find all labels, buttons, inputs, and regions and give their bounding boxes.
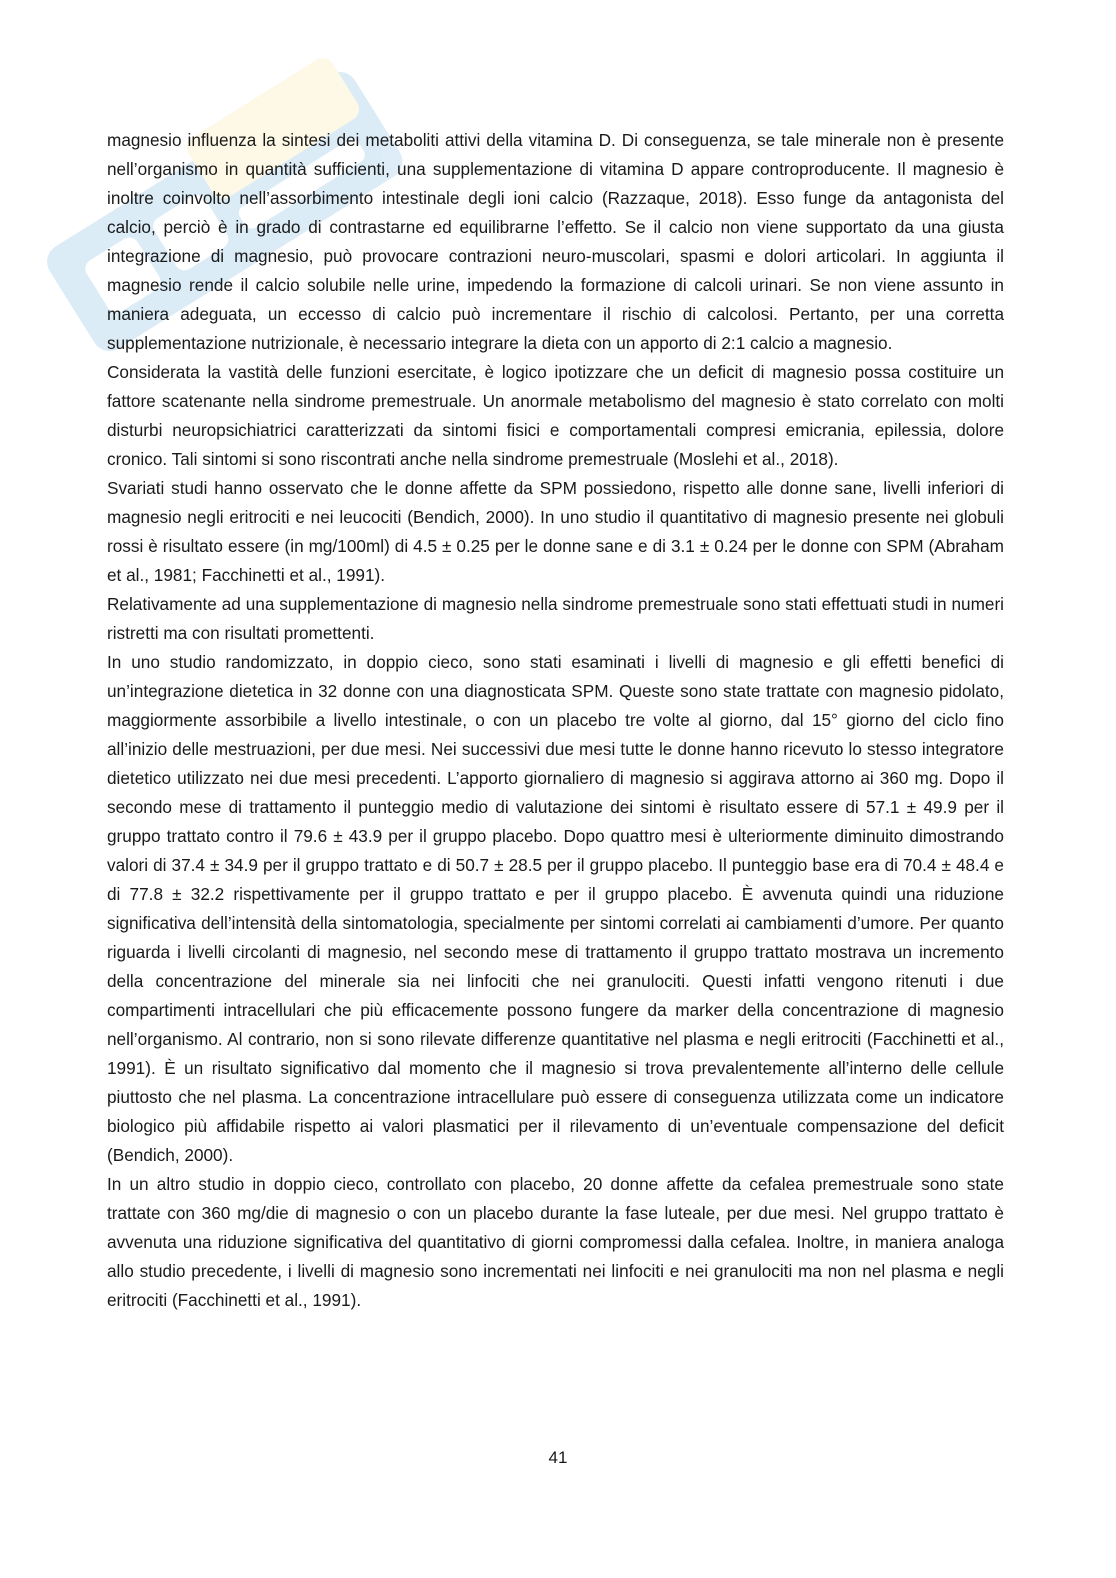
paragraph: Relativamente ad una supplementazione di magnesio nella sindrome premestruale sono stati effettuati studi in numeri ristretti ma con risultati promettenti. [107,594,1004,643]
paragraph: Considerata la vastità delle funzioni esercitate, è logico ipotizzare che un deficit di magnesio possa costituire un fattore scatenante nella sindrome premestruale. Un anormale metabolismo del magnesio è stato correlato con molti disturbi neuropsichiatrici caratterizzati da sintomi fisici e comportamentali compresi emicrania, epilessia, dolore cronico. Tali sintomi si sono riscontrati anche nella sindrome premestruale (Moslehi et al., 2018). [107,362,1004,469]
body-text [107,126,1004,1315]
paragraph: In un altro studio in doppio cieco, controllato con placebo, 20 donne affette da cefalea premestruale sono state trattate con 360 mg/die di magnesio o con un placebo durante la fase luteale, per due mesi. Nel gruppo trattato è avvenuta una riduzione significativa del quantitativo di giorni compromessi dalla cefalea. Inoltre, in maniera analoga allo studio precedente, i livelli di magnesio sono incrementati nei linfociti e nei granulociti ma non nel plasma e negli eritrociti (Facchinetti et al., 1991). [107,1174,1004,1310]
paragraph: In uno studio randomizzato, in doppio cieco, sono stati esaminati i livelli di magnesio e gli effetti benefici di un’integrazione dietetica in 32 donne con una diagnosticata SPM. Queste sono state trattate con magnesio pidolato, maggiormente assorbibile a livello intestinale, o con un placebo tre volte al giorno, dal 15° giorno del ciclo fino all’inizio delle mestruazioni, per due mesi. Nei successivi due mesi tutte le donne hanno ricevuto lo stesso integratore dietetico utilizzato nei due mesi precedenti. L’apporto giornaliero di magnesio si aggirava attorno ai 360 mg. Dopo il secondo mese di trattamento il punteggio medio di valutazione dei sintomi è risultato essere di 57.1 ± 49.9 per il gruppo trattato contro il 79.6 ± 43.9 per il gruppo placebo. Dopo quattro mesi è ulteriormente diminuito dimostrando valori di 37.4 ± 34.9 per il gruppo trattato e di 50.7 ± 28.5 per il gruppo placebo. Il punteggio base era di 70.4 ± 48.4 e di 77.8 ± 32.2 rispettivamente per il gruppo trattato e per il gruppo placebo. È avvenuta quindi una riduzione significativa dell’intensità della sintomatologia, specialmente per sintomi correlati ai cambiamenti d’umore. Per quanto riguarda i livelli circolanti di magnesio, nel secondo mese di trattamento il gruppo trattato mostrava un incremento della concentrazione del minerale sia nei linfociti che nei granulociti. Questi infatti vengono ritenuti i due compartimenti intracellulari che più efficacemente possono fungere da marker della concentrazione di magnesio nell’organismo. Al contrario, non si sono rilevate differenze quantitative nel plasma e negli eritrociti (Facchinetti et al., 1991). È un risultato significativo dal momento che il magnesio si trova prevalentemente all’interno delle cellule piuttosto che nel plasma. La concentrazione intracellulare può essere di conseguenza utilizzata come un indicatore biologico più affidabile rispetto ai valori plasmatici per il rilevamento di un’eventuale compensazione del deficit (Bendich, 2000). [107,652,1004,1165]
paragraph: magnesio influenza la sintesi dei metaboliti attivi della vitamina D. Di conseguenza, se tale minerale non è presente nell’organismo in quantità sufficienti, una supplementazione di vitamina D appare controproducente. Il magnesio è inoltre coinvolto nell’assorbimento intestinale degli ioni calcio (Razzaque, 2018). Esso funge da antagonista del calcio, perciò è in grado di contrastarne ed equilibrarne l’effetto. Se il calcio non viene supportato da una giusta integrazione di magnesio, può provocare contrazioni neuro-muscolari, spasmi e dolori articolari. In aggiunta il magnesio rende il calcio solubile nelle urine, impedendo la formazione di calcoli urinari. Se non viene assunto in maniera adeguata, un eccesso di calcio può incrementare il rischio di calcolosi. Pertanto, per una corretta supplementazione nutrizionale, è necessario integrare la dieta con un apporto di 2:1 calcio a magnesio. [107,130,1004,353]
page-number: 41 [548,1448,568,1467]
paragraph: Svariati studi hanno osservato che le donne affette da SPM possiedono, rispetto alle donne sane, livelli inferiori di magnesio negli eritrociti e nei leucociti (Bendich, 2000). In uno studio il quantitativo di magnesio presente nei globuli rossi è risultato essere (in mg/100ml) di 4.5 ± 0.25 per le donne sane e di 3.1 ± 0.24 per le donne con SPM (Abraham et al., 1981; Facchinetti et al., 1991). [107,478,1004,585]
